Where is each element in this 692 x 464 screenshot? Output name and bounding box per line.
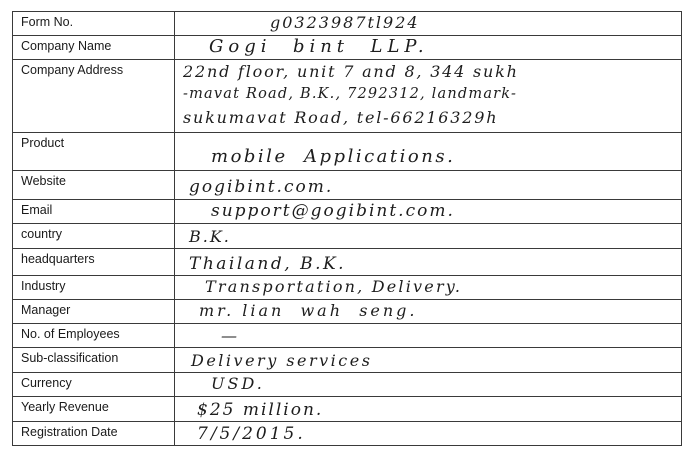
value-website (175, 171, 682, 200)
form-row-headquarters (13, 249, 682, 276)
label-company-name: Company Name (13, 36, 175, 60)
address-line-3: sukumavat Road, tel-66216329h (183, 108, 499, 127)
value-manager-text: mr. lian wah seng. (199, 301, 418, 320)
label-headquarters: headquarters (13, 249, 175, 276)
value-subclassification-text: Delivery services (191, 351, 373, 370)
label-website: Website (13, 171, 175, 200)
value-country (175, 224, 682, 249)
form-row-email (13, 200, 682, 224)
value-product (175, 133, 682, 171)
form-row-registration-date (13, 422, 682, 446)
label-form-no: Form No. (13, 12, 175, 36)
form-row-employees (13, 324, 682, 348)
value-email-text: support@gogibint.com. (211, 201, 455, 221)
value-headquarters-text: Thailand, B.K. (189, 254, 347, 274)
form-row-company-address (13, 60, 682, 133)
value-revenue-text: $25 million. (197, 400, 324, 420)
value-employees-text: — (221, 326, 239, 345)
form-row-currency (13, 373, 682, 397)
value-website-text: gogibint.com. (189, 177, 334, 197)
label-manager: Manager (13, 300, 175, 324)
value-company-name (175, 36, 682, 60)
registration-form-table (12, 11, 682, 446)
label-email: Email (13, 200, 175, 224)
value-company-name-text: Gogi bint LLP. (209, 36, 429, 57)
form-row-country (13, 224, 682, 249)
label-registration-date: Registration Date (13, 422, 175, 446)
value-industry-text: Transportation, Delivery. (205, 277, 463, 296)
form-row-form-no (13, 12, 682, 36)
value-product-text: mobile Applications. (211, 146, 456, 167)
value-company-address (175, 60, 682, 133)
label-revenue: Yearly Revenue (13, 397, 175, 422)
label-employees: No. of Employees (13, 324, 175, 348)
value-industry (175, 276, 682, 300)
address-line-1: 22nd floor, unit 7 and 8, 344 sukh (183, 62, 519, 81)
value-manager (175, 300, 682, 324)
label-product: Product (13, 133, 175, 171)
label-country: country (13, 224, 175, 249)
value-currency (175, 373, 682, 397)
value-form-no-text: g0323987tl924 (270, 13, 420, 32)
value-email (175, 200, 682, 224)
form-row-website (13, 171, 682, 200)
value-country-text: B.K. (189, 227, 231, 246)
value-currency-text: USD. (211, 374, 265, 393)
form-row-revenue (13, 397, 682, 422)
label-subclassification: Sub-classification (13, 348, 175, 373)
label-company-address: Company Address (13, 60, 175, 133)
form-row-product (13, 133, 682, 171)
value-registration-date (175, 422, 682, 446)
label-industry: Industry (13, 276, 175, 300)
form-row-company-name (13, 36, 682, 60)
form-row-manager (13, 300, 682, 324)
value-headquarters (175, 249, 682, 276)
form-row-subclassification (13, 348, 682, 373)
value-form-no (175, 12, 682, 36)
value-registration-date-text: 7/5/2015. (197, 424, 306, 444)
label-currency: Currency (13, 373, 175, 397)
value-revenue (175, 397, 682, 422)
value-subclassification (175, 348, 682, 373)
value-employees (175, 324, 682, 348)
address-line-2: -mavat Road, B.K., 7292312, landmark- (183, 86, 518, 102)
form-row-industry (13, 276, 682, 300)
